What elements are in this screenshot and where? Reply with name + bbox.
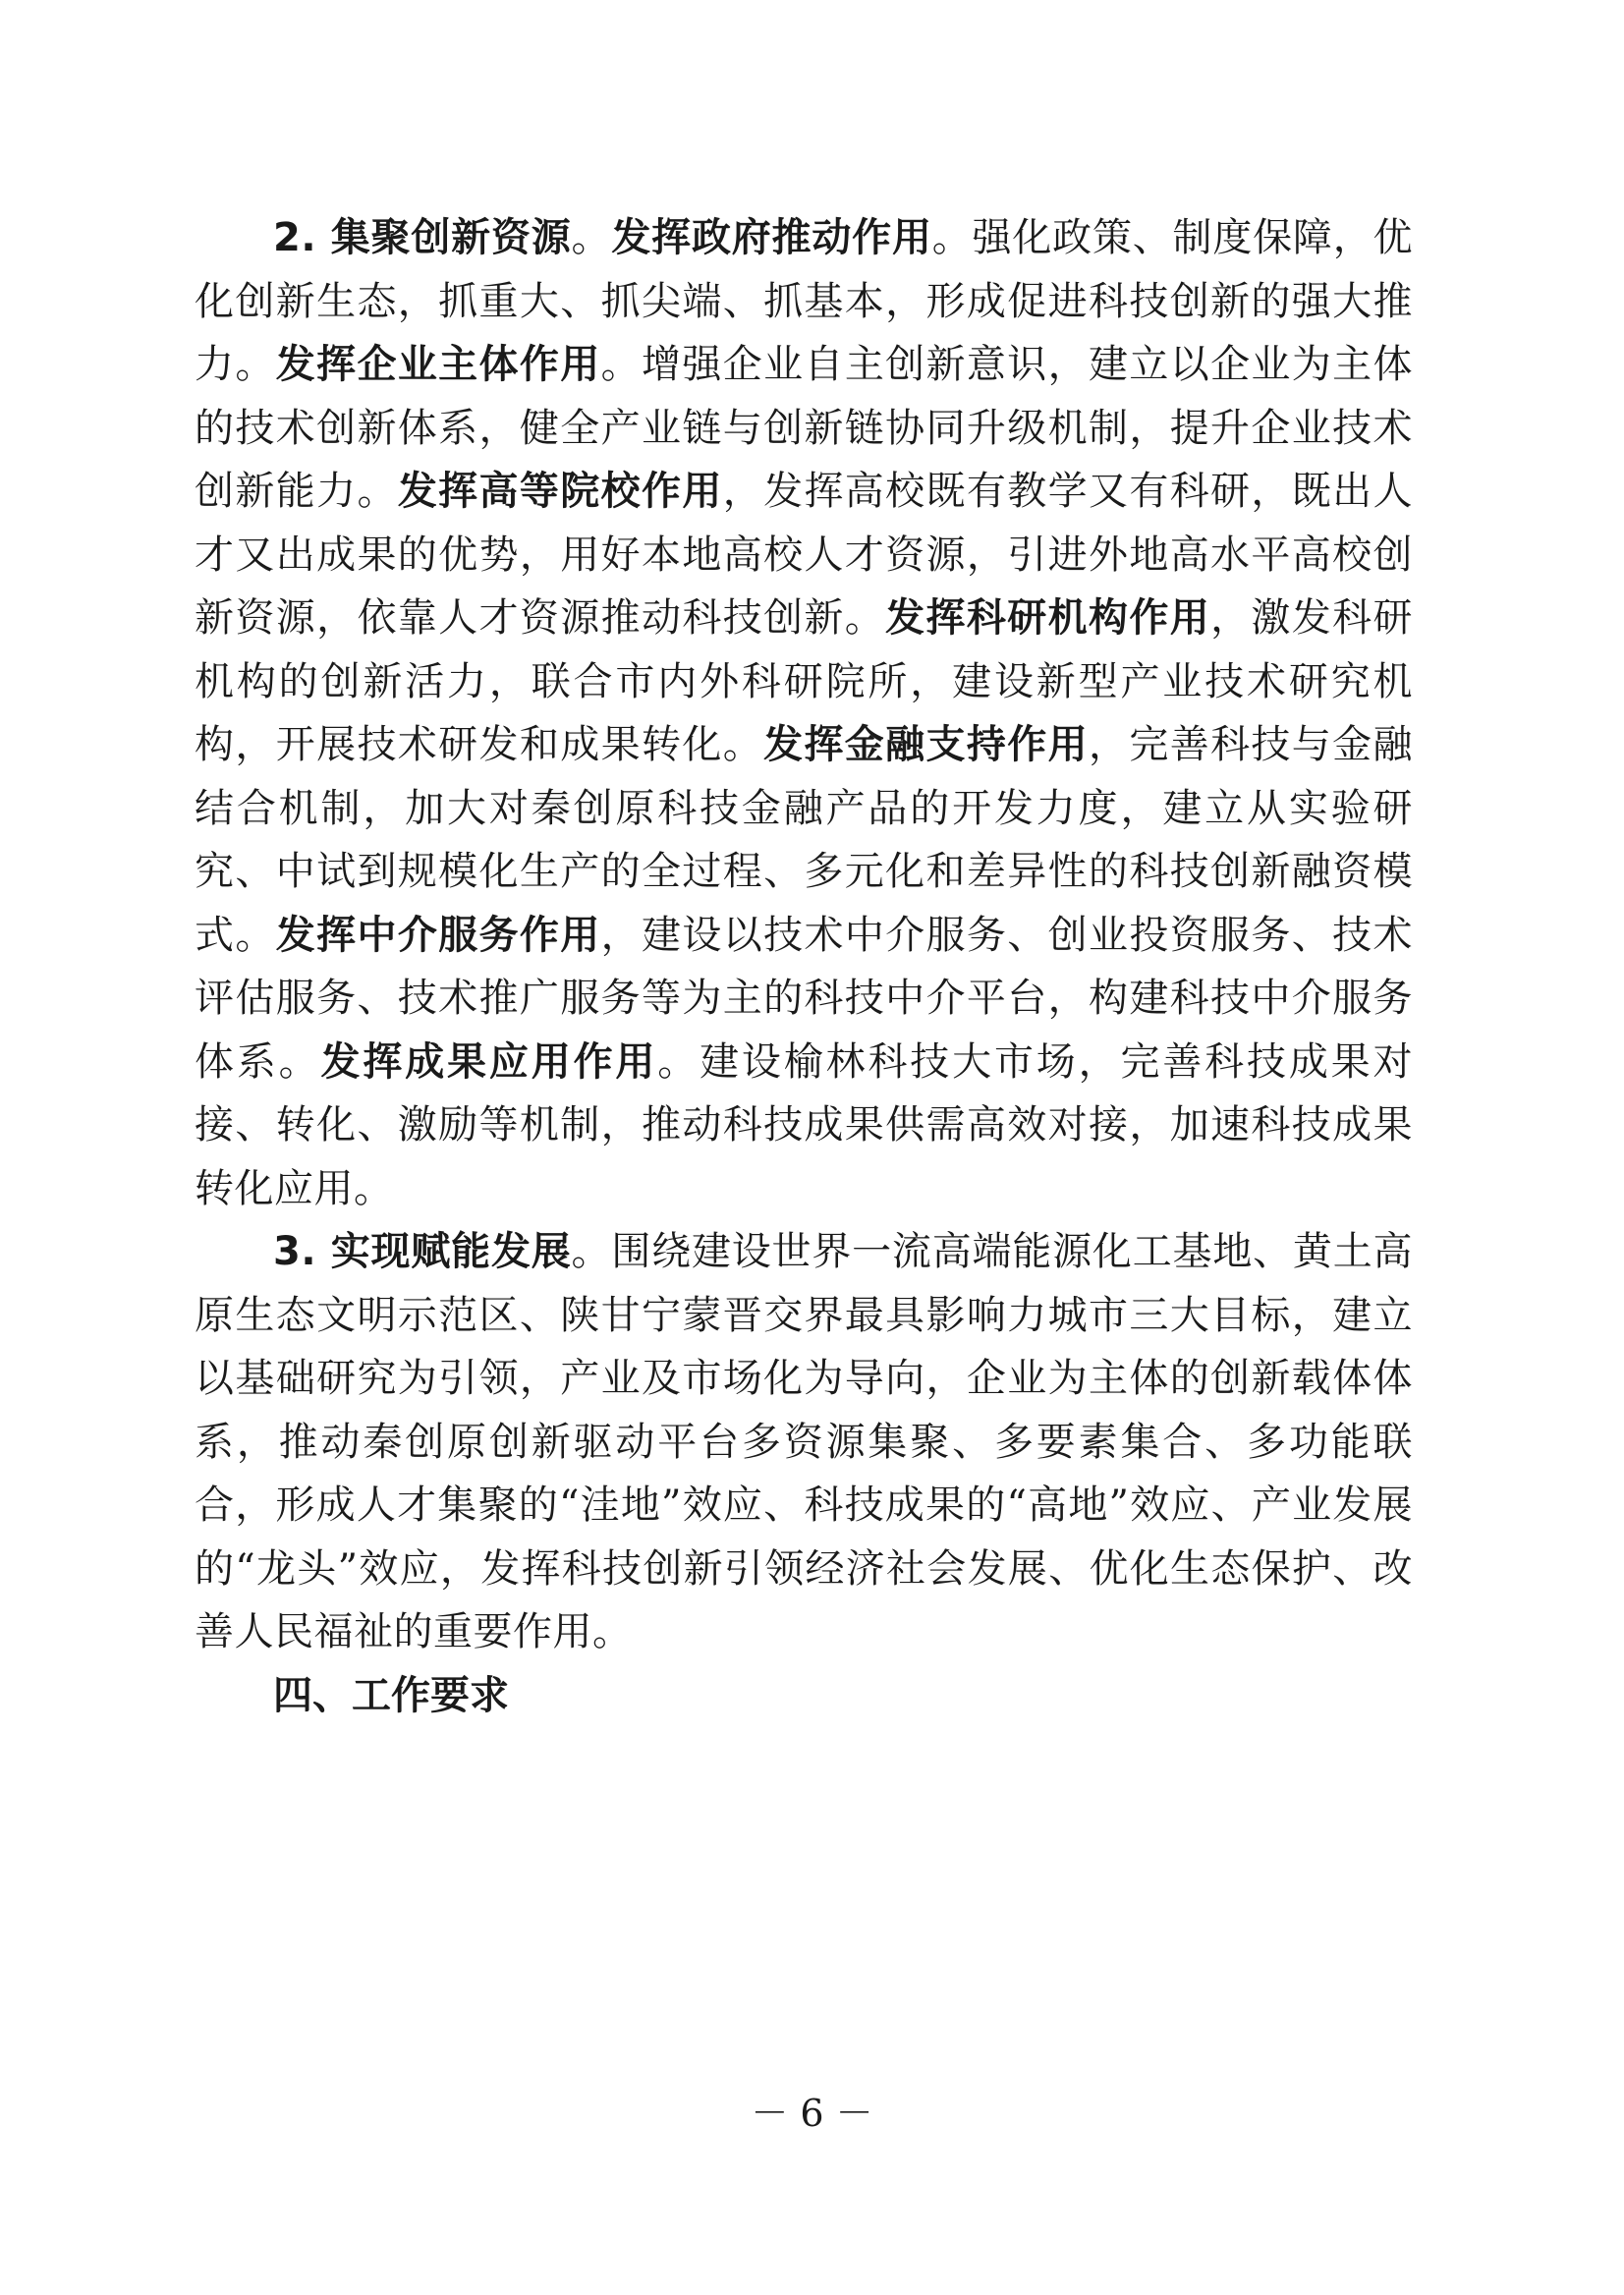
- bold-phrase: 3. 实现赋能发展: [273, 1229, 572, 1274]
- body-text: ，发挥高校既有教学又有科研，既出人才又出成果的优势，用好本地高校人才资源，引进外地高水平高校创新资源，依靠人才资源推动科技创新。: [195, 469, 1414, 641]
- bold-phrase: 发挥中介服务作用: [275, 912, 601, 958]
- bold-phrase: 发挥企业主体作用: [275, 342, 601, 387]
- body-text: 。: [571, 215, 612, 260]
- section-heading: 四、工作要求: [273, 1672, 509, 1718]
- body-text: 。围绕建设世界一流高端能源化工基地、黄土高原生态文明示范区、陕甘宁蒙晋交界最具影响力城市三大目标，建立以基础研究为引领，产业及市场化为导向，企业为主体的创新载体体系，推动秦创原创新驱动平台多资源集聚、多要素集合、多功能联合，形成人才集聚的“洼地”效应、科技成果的“高地”效应、产业发展的“龙头”效应，发挥科技创新引领经济社会发展、优化生态保护、改善人民福祉的重要作用。: [195, 1229, 1414, 1654]
- document-body: [195, 206, 1413, 1727]
- body-text: ，激发科研机构的创新活力，联合市内外科研院所，建设新型产业技术研究机构，开展技术研发和成果转化。: [195, 595, 1414, 767]
- body-text: ，完善科技与金融结合机制，加大对秦创原科技金融产品的开发力度，建立从实验研究、中试到规模化生产的全过程、多元化和差异性的科技创新融资模式。: [195, 722, 1414, 958]
- paragraph-innovation-resources: [195, 206, 1413, 1220]
- bold-phrase: 发挥成果应用作用: [320, 1038, 658, 1085]
- page-number: － 6 －: [751, 2092, 873, 2135]
- body-text: ，建设以技术中介服务、创业投资服务、技术评估服务、技术推广服务等为主的科技中介平台，构建科技中介服务体系。: [195, 912, 1414, 1085]
- bold-phrase: 发挥金融支持作用: [763, 722, 1089, 767]
- bold-phrase: 2. 集聚创新资源: [273, 215, 572, 260]
- body-text: 。增强企业自主创新意识，建立以企业为主体的技术创新体系，健全产业链与创新链协同升级机制，提升企业技术创新能力。: [195, 342, 1414, 514]
- bold-phrase: 发挥科研机构作用: [885, 595, 1211, 641]
- body-text: 。强化政策、制度保障，优化创新生态，抓重大、抓尖端、抓基本，形成促进科技创新的强大推力。: [195, 215, 1414, 387]
- bold-phrase: 发挥高等院校作用: [397, 469, 723, 514]
- bold-phrase: 发挥政府推动作用: [611, 215, 932, 260]
- paragraph-empowerment-development: [195, 1220, 1413, 1664]
- body-text: 。建设榆林科技大市场，完善科技成果对接、转化、激励等机制，推动科技成果供需高效对接，加速科技成果转化应用。: [195, 1038, 1414, 1211]
